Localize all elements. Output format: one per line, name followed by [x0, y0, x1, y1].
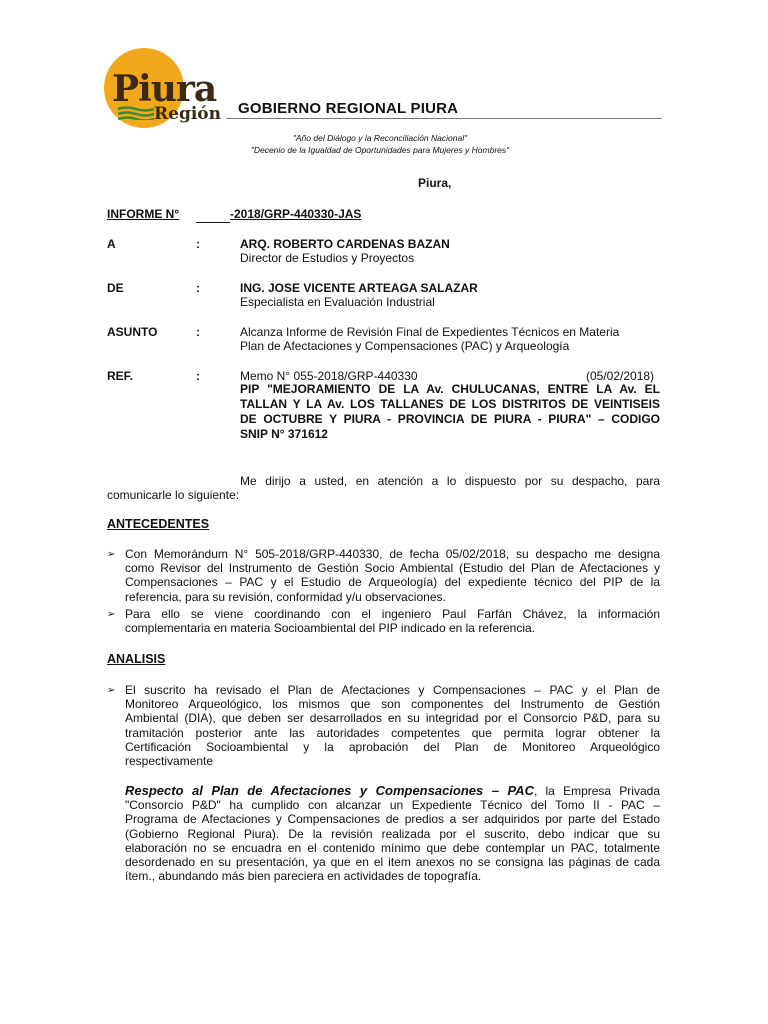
ref-pip-line-1: PIP "MEJORAMIENTO DE LA Av. CHULUCANAS, ENTRE LA Av. EL [240, 382, 660, 396]
logo-word: Piura [112, 68, 217, 110]
informe-number-underline [196, 221, 230, 223]
bullet-icon: ➢ [107, 609, 116, 620]
text-line: elaboración no se encuadra en el contenido mínimo que debe contemplar un PAC, totalmente [125, 840, 660, 855]
text-line: complementaria en materia Socioambiental del PIP indicado en la referencia. [125, 621, 536, 636]
recipient-name: ARQ. ROBERTO CARDENAS BAZAN [240, 237, 450, 251]
pac-heading-rest: , la Empresa Privada [533, 784, 660, 798]
place-line: Piura, [418, 176, 452, 190]
motto-line-1: "Año del Diálogo y la Reconciliación Nacional" [292, 133, 468, 143]
bullet-icon: ➢ [107, 549, 116, 560]
bullet-icon: ➢ [107, 685, 116, 696]
field-a-label: A [107, 237, 116, 251]
text-line: Con Memorándum N° 505-2018/GRP-440330, de fecha 05/02/2018, su despacho me designa [125, 547, 660, 561]
motto-line-2: "Decenio de la Igualdad de Oportunidades para Mujeres y Hombres" [250, 145, 510, 155]
field-asunto-colon: : [196, 325, 200, 339]
sender-name: ING. JOSE VICENTE ARTEAGA SALAZAR [240, 281, 478, 295]
sender-role: Especialista en Evaluación Industrial [240, 295, 435, 309]
text-line: Monitoreo Arqueológico, los mismos que son componentes del Instrumento de Gestión [125, 697, 660, 712]
field-de-label: DE [107, 281, 124, 295]
text-line: Ambiental (DIA), que deben ser desarrollados en su integridad por el Consorcio P&D, para su [125, 711, 660, 726]
text-line: (Gobierno Regional Piura). De la revisión realizada por el suscrito, debo indicar que su [125, 826, 660, 841]
field-ref-label: REF. [107, 369, 134, 383]
text-line: Para ello se viene coordinando con el ingeniero Paul Farfán Chávez, la información [125, 607, 660, 621]
text-line: "Consorcio P&D" ha cumplido con alcanzar un Expediente Técnico del Tomo II - PAC – [125, 798, 660, 813]
ref-pip-line-2: TALLAN Y LA Av. LOS TALLANES DE LOS DISTRITOS DE VEINTISEIS [240, 397, 660, 411]
text-line: El suscrito ha revisado el Plan de Afectaciones y Compensaciones – PAC y el Plan de [125, 683, 660, 697]
ref-pip-line-4: SNIP N° 371612 [240, 427, 328, 441]
field-ref-colon: : [196, 369, 200, 383]
intro-line-2: comunicarle lo siguiente: [107, 488, 240, 502]
text-line: Programa de Afectaciones y Compensaciones de predios a ser adquiridos por parte del Estado [125, 812, 660, 827]
pac-first-line [125, 784, 660, 798]
field-asunto-label: ASUNTO [107, 325, 158, 339]
text-line: desordenado en su presentación, ya que en el item anexos no se consigna las páginas de cada [125, 855, 660, 870]
header-divider [226, 118, 662, 119]
logo-subword: Región [154, 104, 221, 124]
text-line: ítem., abundando más bien pareciera en actividades de topografía. [125, 869, 482, 884]
text-line: como Revisor del Instrumento de Gestión Socio Ambiental (Estudio del Plan de Afectaciones y [125, 561, 660, 576]
analisis-item-1 [125, 683, 660, 768]
antecedentes-item-2 [125, 607, 660, 635]
field-de-colon: : [196, 281, 200, 295]
text-line: respectivamente [125, 754, 214, 769]
recipient-role: Director de Estudios y Proyectos [240, 251, 415, 265]
text-line: tramitación posterior ante las autoridades competentes que permita lograr obtener la [125, 725, 660, 740]
text-line: Compensaciones – PAC y el Estudio de Arqueología) del expediente técnico del PIP de la [125, 575, 660, 590]
piura-region-logo [104, 48, 222, 128]
pac-heading: Respecto al Plan de Afectaciones y Compensaciones – PAC [125, 783, 534, 798]
section-antecedentes-title: ANTECEDENTES [107, 517, 210, 531]
subject-line-2: Plan de Afectaciones y Compensaciones (PAC) y Arqueología [240, 339, 570, 353]
antecedentes-item-1 [125, 547, 660, 604]
informe-number: -2018/GRP-440330-JAS [230, 207, 362, 221]
text-line: referencia, para su revisión, conformidad y/u observaciones. [125, 589, 446, 604]
section-analisis-title: ANALISIS [107, 652, 166, 666]
field-a-colon: : [196, 237, 200, 251]
subject-line-1: Alcanza Informe de Revisión Final de Expedientes Técnicos en Materia [240, 325, 620, 339]
ref-memo: Memo N° 055-2018/GRP-440330 [240, 369, 418, 383]
organization-title: GOBIERNO REGIONAL PIURA [238, 100, 459, 117]
analisis-pac-paragraph [125, 784, 660, 883]
informe-label: INFORME N° [107, 207, 180, 221]
ref-pip-line-3: DE OCTUBRE Y PIURA - PROVINCIA DE PIURA - PIURA" – CODIGO [240, 412, 660, 426]
ref-memo-date: (05/02/2018) [586, 369, 655, 383]
text-line: Certificación Socioambiental y la aprobación del Plan de Monitoreo Arqueológico [125, 739, 660, 754]
intro-line-1: Me dirijo a usted, en atención a lo dispuesto por su despacho, para [240, 474, 660, 488]
